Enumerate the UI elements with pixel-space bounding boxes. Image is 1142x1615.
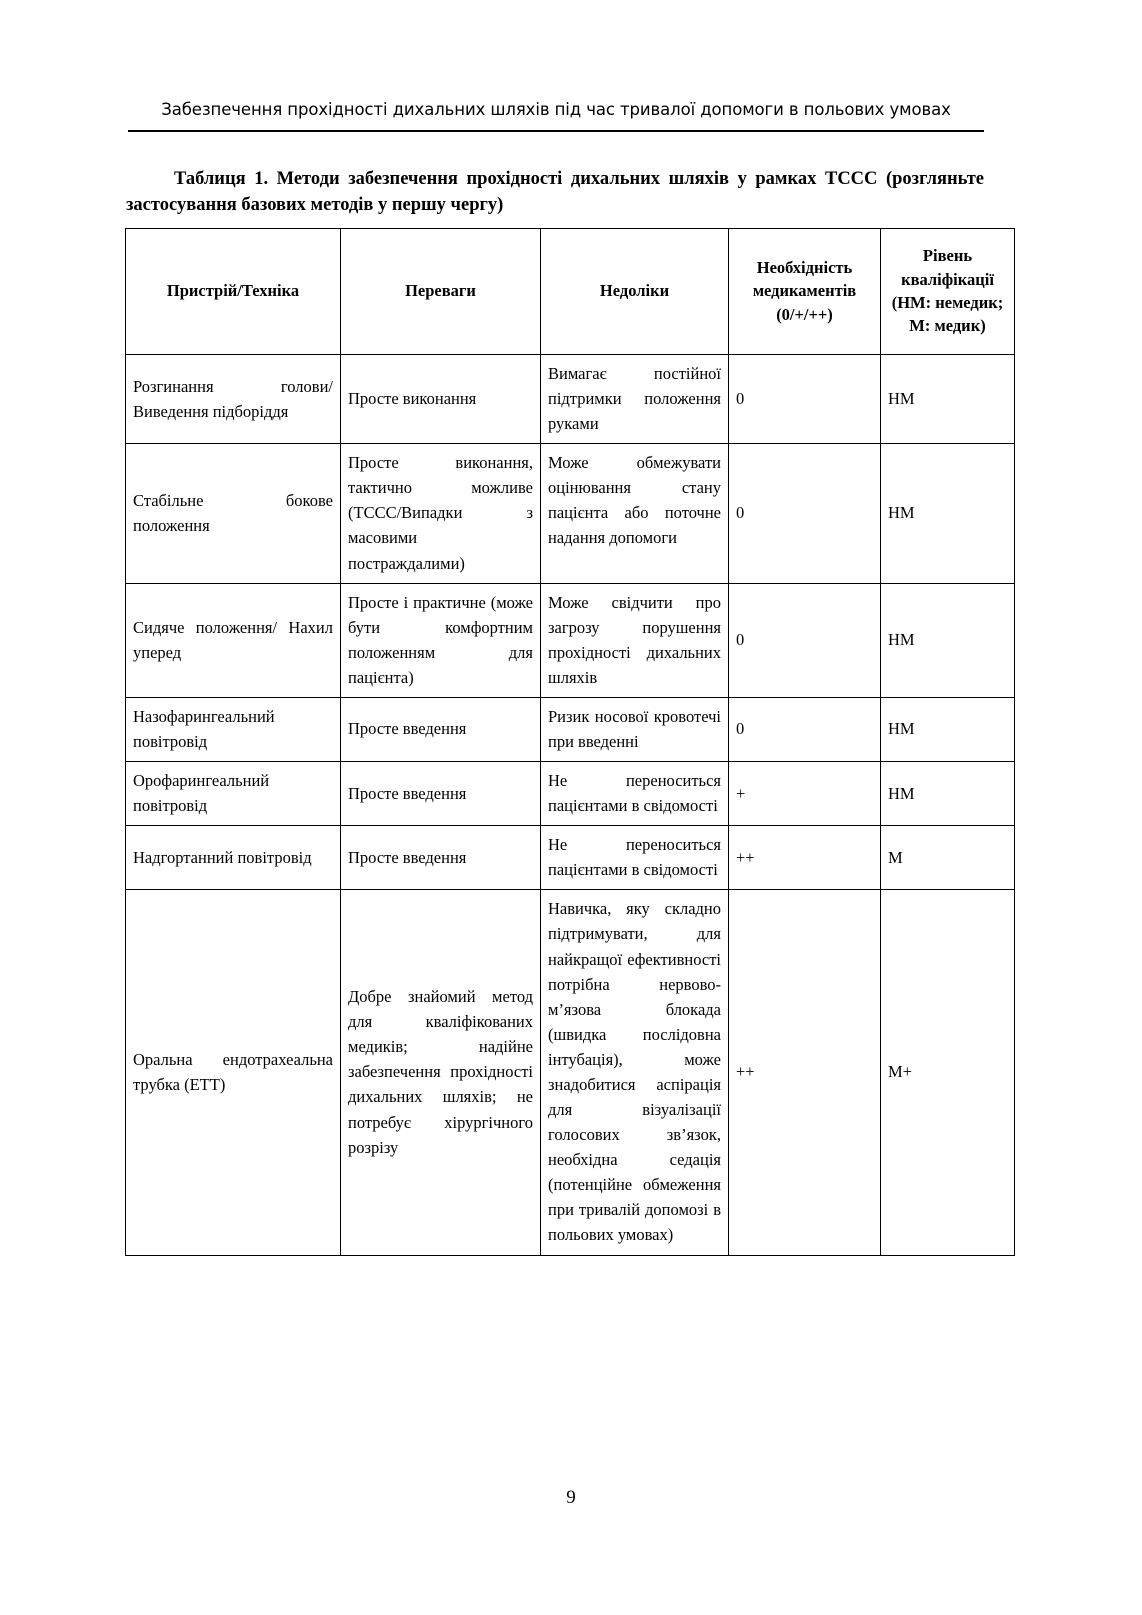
column-header-skill-level: Рівень кваліфікації (НМ: немедик; М: медик) [881, 229, 1015, 355]
cell-pros: Добре знайомий метод для кваліфікованих медиків; надійне забезпечення прохідності дихальних шляхів; не потребує хірургічного розрізу [341, 890, 541, 1255]
cell-skill-level: НМ [881, 762, 1015, 826]
table-container [125, 228, 1014, 1256]
header-divider-rule [128, 130, 984, 132]
cell-skill-level: М+ [881, 890, 1015, 1255]
cell-cons: Може обмежувати оцінювання стану пацієнта або поточне надання допомоги [541, 444, 729, 583]
table-row [126, 762, 1015, 826]
cell-medication-need: 0 [729, 697, 881, 761]
table-row [126, 583, 1015, 697]
cell-device: Оральна ендотрахеальна трубка (ЕТТ) [126, 890, 341, 1255]
cell-skill-level: НМ [881, 444, 1015, 583]
cell-pros: Просте виконання [341, 355, 541, 444]
cell-pros: Просте введення [341, 697, 541, 761]
table-row [126, 355, 1015, 444]
cell-device: Сидяче положення/ Нахил уперед [126, 583, 341, 697]
column-header-pros: Переваги [341, 229, 541, 355]
airway-methods-table [125, 228, 1015, 1256]
column-header-medication-need: Необхідність медикаментів (0/+/++) [729, 229, 881, 355]
running-header: Забезпечення прохідності дихальних шляхів під час тривалої допомоги в польових умовах [161, 100, 951, 119]
page-number: 9 [566, 1487, 576, 1508]
cell-cons: Не переноситься пацієнтами в свідомості [541, 762, 729, 826]
cell-medication-need: 0 [729, 583, 881, 697]
cell-pros: Просте і практичне (може бути комфортним положенням для пацієнта) [341, 583, 541, 697]
cell-device: Назофарингеальний повітровід [126, 697, 341, 761]
cell-device: Стабільне бокове положення [126, 444, 341, 583]
cell-medication-need: 0 [729, 355, 881, 444]
cell-device: Орофарингеальний повітровід [126, 762, 341, 826]
cell-cons: Не переноситься пацієнтами в свідомості [541, 826, 729, 890]
cell-medication-need: 0 [729, 444, 881, 583]
table-row [126, 697, 1015, 761]
cell-pros: Просте введення [341, 762, 541, 826]
cell-medication-need: ++ [729, 826, 881, 890]
table-header-row [126, 229, 1015, 355]
cell-cons: Вимагає постійної підтримки положення руками [541, 355, 729, 444]
column-header-device: Пристрій/Техніка [126, 229, 341, 355]
cell-medication-need: ++ [729, 890, 881, 1255]
table-row [126, 444, 1015, 583]
table-row [126, 826, 1015, 890]
cell-pros: Просте введення [341, 826, 541, 890]
cell-skill-level: НМ [881, 583, 1015, 697]
column-header-cons: Недоліки [541, 229, 729, 355]
cell-skill-level: НМ [881, 697, 1015, 761]
cell-device: Надгортанний повітровід [126, 826, 341, 890]
cell-pros: Просте виконання, тактично можливе (ТССС/Випадки з масовими постраждалими) [341, 444, 541, 583]
cell-skill-level: НМ [881, 355, 1015, 444]
cell-cons: Ризик носової кровотечі при введенні [541, 697, 729, 761]
cell-cons: Навичка, яку складно підтримувати, для найкращої ефективності потрібна нервово-м’язова блокада (швидка послідовна інтубація), може знадобитися аспірація для візуалізації голосових зв’язок, необхідна седація (потенційне обмеження при тривалій допомозі в польових умовах) [541, 890, 729, 1255]
cell-cons: Може свідчити про загрозу порушення прохідності дихальних шляхів [541, 583, 729, 697]
table-row [126, 890, 1015, 1255]
cell-device: Розгинання голови/ Виведення підборіддя [126, 355, 341, 444]
cell-medication-need: + [729, 762, 881, 826]
cell-skill-level: М [881, 826, 1015, 890]
table-caption: Таблиця 1. Методи забезпечення прохідності дихальних шляхів у рамках ТССС (розгляньте застосування базових методів у першу чергу) [126, 169, 984, 216]
